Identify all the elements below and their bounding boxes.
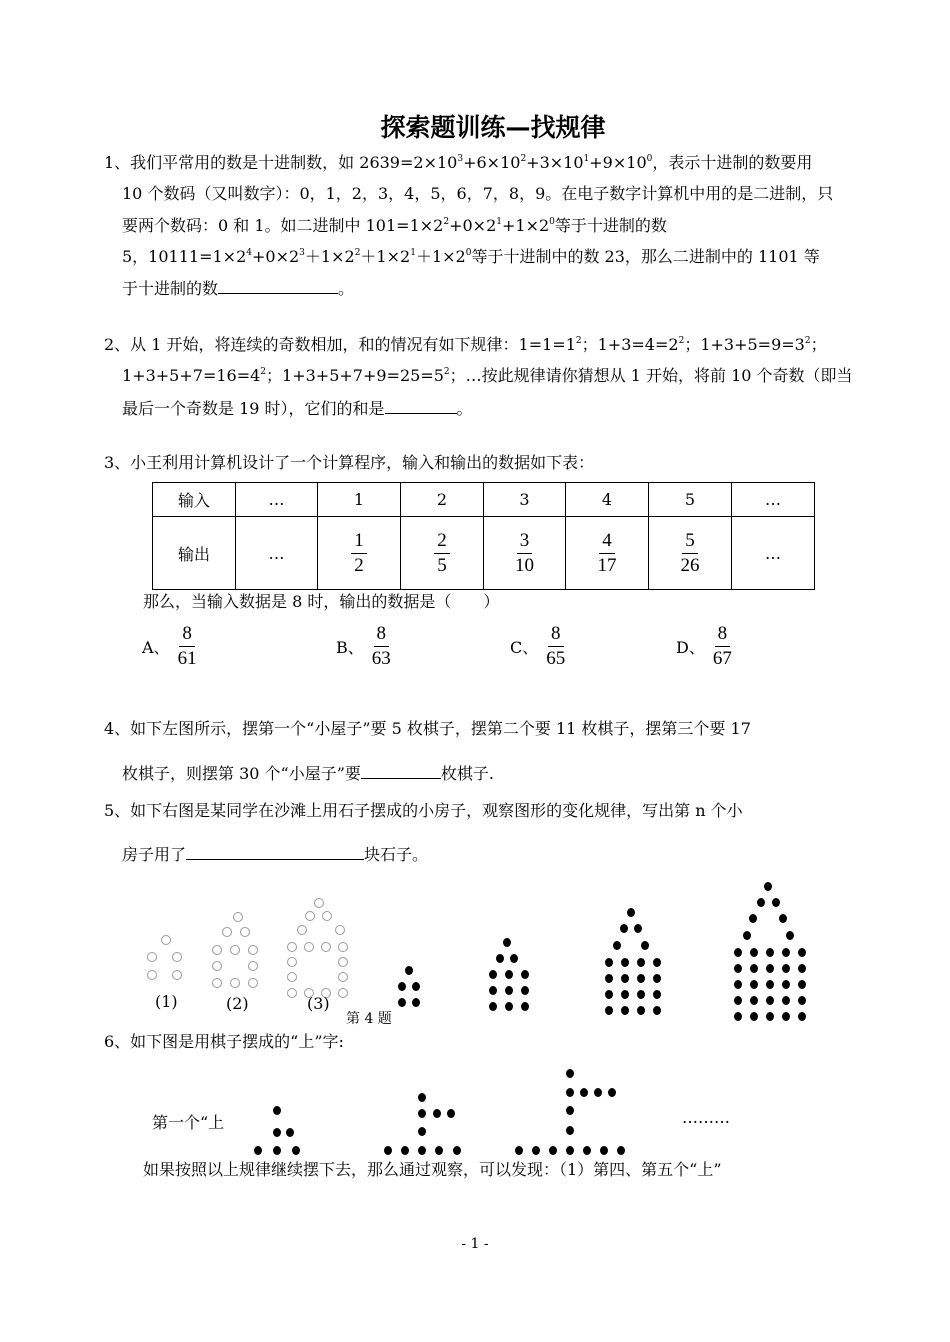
stone-dot [496, 954, 504, 963]
ellipsis: ……… [682, 1108, 730, 1127]
stone-dot [782, 948, 790, 957]
stone-dot [750, 964, 758, 973]
stone-dot [505, 970, 513, 979]
stone-dot [734, 1012, 742, 1021]
stone-dot [798, 964, 806, 973]
stone-ring [287, 972, 297, 982]
stone-dot [433, 1109, 441, 1118]
q2-line1: 2、从 1 开始，将连续的奇数相加，和的情况有如下规律：$1=1=1^2$；$1+3=4=2^2$；$1+3+5=9=3^2$； [104, 335, 827, 354]
stone-dot [418, 1127, 426, 1136]
stone-ring [287, 957, 297, 967]
stone-ring [297, 925, 307, 935]
q3-question: 那么，当输入数据是 8 时，输出的数据是（ ） [143, 592, 500, 611]
stone-dot [273, 1128, 281, 1137]
stone-dot [734, 964, 742, 973]
table-cell [649, 517, 732, 590]
stone-dot [566, 1069, 574, 1078]
stone-dot [766, 980, 774, 989]
stone-ring [248, 978, 258, 988]
stone-dot [782, 980, 790, 989]
stone-dot [532, 1146, 540, 1155]
table-row-output [153, 517, 815, 590]
q1-line2: 10 个数码（又叫数字）：0，1，2，3，4，5，6，7，8，9。在电子数字计算机中用的是二进制，只 [122, 184, 834, 203]
stone-dot [384, 1146, 392, 1155]
stone-dot [292, 1146, 300, 1155]
stone-dot [286, 1128, 294, 1137]
stone-ring [230, 978, 240, 988]
q6-line2: 如果按照以上规律继续摆下去，那么通过观察，可以发现：（1）第四、第五个“上” [143, 1160, 722, 1179]
stone-dot [766, 996, 774, 1005]
stone-dot [743, 931, 751, 940]
table-cell: 5 [649, 483, 732, 517]
stone-ring [304, 942, 314, 952]
input-label: 输入 [153, 483, 236, 517]
stone-dot [254, 1146, 262, 1155]
stone-dot [621, 958, 629, 967]
stone-ring [172, 952, 182, 962]
stone-dot [605, 990, 613, 999]
stone-dot [750, 980, 758, 989]
stone-dot [273, 1146, 281, 1155]
figure-caption: 第 4 题 [346, 1011, 392, 1027]
fraction: $\frac{2}{5}$ [434, 529, 450, 578]
stone-ring [338, 972, 348, 982]
stone-dot [782, 964, 790, 973]
fraction: $\frac{5}{26}$ [680, 529, 700, 576]
table-cell [401, 517, 484, 590]
stone-ring [212, 945, 222, 955]
table-cell: 4 [566, 483, 649, 517]
q4-line1: 4、如下左图所示，摆第一个“小屋子”要 5 枚棋子，摆第二个要 11 枚棋子，摆第三个要 17 [104, 719, 751, 738]
stone-dot [605, 974, 613, 983]
stone-dot [772, 898, 780, 907]
stone-dot [634, 924, 642, 933]
stone-dot [398, 998, 406, 1007]
q1-line4: 5，$10111=1\times 2^4+0\times 2^3+1\times 2^2+1\times 2^1+1\times 2^0$等于十进制中的数 23，那么二进制中的 1101 等 [122, 247, 820, 266]
stone-dot [418, 1109, 426, 1118]
figure-label-2: (2) [226, 994, 249, 1013]
stone-dot [782, 996, 790, 1005]
stone-dot [510, 954, 518, 963]
answer-blank[interactable] [385, 397, 457, 414]
option-b[interactable]: B、 $\frac{8}{63}$ [336, 623, 391, 669]
stone-dot [653, 958, 661, 967]
stone-dot [766, 948, 774, 957]
stone-dot [779, 914, 787, 923]
table-cell [566, 517, 649, 590]
q5-line1: 5、如下右图是某同学在沙滩上用石子摆成的小房子，观察图形的变化规律，写出第 n 个小 [104, 801, 743, 820]
table-cell: 3 [484, 483, 566, 517]
stone-dot [505, 986, 513, 995]
stone-ring [212, 961, 222, 971]
q1-line3: 要两个数码：0 和 1。如二进制中 $101=1\times 2^2+0\times 2^1+1\times 2^0$等于十进制的数 [122, 216, 667, 235]
stone-ring [248, 961, 258, 971]
stone-dot [605, 958, 613, 967]
table-cell: 2 [401, 483, 484, 517]
stone-dot [782, 1012, 790, 1021]
stone-dot [621, 990, 629, 999]
option-d[interactable]: D、 $\frac{8}{67}$ [676, 623, 732, 669]
stone-dot [750, 996, 758, 1005]
stone-dot [505, 1002, 513, 1011]
option-c[interactable]: C、 $\frac{8}{65}$ [510, 623, 566, 669]
stone-dot [766, 964, 774, 973]
stone-ring [338, 988, 348, 998]
answer-blank[interactable] [186, 843, 364, 860]
stone-dot [405, 966, 413, 975]
stone-ring [314, 898, 324, 908]
stone-dot [617, 1146, 625, 1155]
stone-dot [637, 1006, 645, 1015]
io-table [152, 482, 815, 590]
stone-dot [489, 970, 497, 979]
output-label: 输出 [153, 517, 236, 590]
stone-dot [750, 948, 758, 957]
stone-ring [287, 988, 297, 998]
answer-blank[interactable] [361, 762, 441, 779]
stone-dot [566, 1126, 574, 1135]
stone-ring [172, 970, 182, 980]
stone-dot [750, 1012, 758, 1021]
stone-dot [600, 1146, 608, 1155]
stone-dot [489, 1002, 497, 1011]
stone-dot [489, 986, 497, 995]
stone-dot [749, 914, 757, 923]
stone-dot [453, 1146, 461, 1155]
stone-dot [621, 974, 629, 983]
first-shang-label: 第一个“上 [152, 1113, 225, 1132]
table-row-input [153, 483, 815, 517]
fraction: $\frac{3}{10}$ [515, 529, 534, 576]
table-cell: 1 [318, 483, 401, 517]
stone-dot [613, 941, 621, 950]
fraction: $\frac{4}{17}$ [597, 529, 617, 576]
stone-dot [798, 996, 806, 1005]
stone-dot [637, 974, 645, 983]
stone-ring [305, 911, 315, 921]
stone-dot [418, 1093, 426, 1102]
stone-dot [653, 1006, 661, 1015]
stone-ring [161, 935, 171, 945]
stone-dot [757, 898, 765, 907]
stone-dot [734, 996, 742, 1005]
stone-ring [233, 912, 243, 922]
stone-dot [583, 1146, 591, 1155]
figure-label-1: (1) [155, 992, 178, 1011]
stone-ring [335, 925, 345, 935]
stone-dot [798, 980, 806, 989]
table-cell: … [732, 483, 815, 517]
stone-dot [412, 998, 420, 1007]
stone-dot [641, 941, 649, 950]
stone-dot [435, 1146, 443, 1155]
stone-dot [786, 931, 794, 940]
stone-dot [521, 970, 529, 979]
stone-ring [222, 927, 232, 937]
stone-dot [734, 948, 742, 957]
stone-ring [322, 911, 332, 921]
stone-dot [594, 1088, 602, 1097]
stone-ring [287, 942, 297, 952]
answer-blank[interactable] [218, 277, 338, 294]
stone-dot [566, 1106, 574, 1115]
table-cell [484, 517, 566, 590]
option-a[interactable]: A、 $\frac{8}{61}$ [142, 623, 197, 669]
stone-dot [503, 938, 511, 947]
stone-dot [418, 1146, 426, 1155]
stone-dot [766, 1012, 774, 1021]
stone-dot [608, 1088, 616, 1097]
table-cell [318, 517, 401, 590]
stone-dot [401, 1146, 409, 1155]
stone-dot [764, 882, 772, 891]
stone-dot [521, 986, 529, 995]
stone-dot [637, 990, 645, 999]
stone-dot [398, 982, 406, 991]
q3-intro: 3、小王利用计算机设计了一个计算程序，输入和输出的数据如下表： [104, 453, 595, 472]
stone-dot [515, 1146, 523, 1155]
stone-ring [338, 957, 348, 967]
q5-line2: 房子用了 块石子。 [122, 845, 429, 864]
q2-line3: 最后一个奇数是 19 时），它们的和是 。 [122, 399, 473, 418]
stone-dot [521, 1002, 529, 1011]
stone-dot [549, 1146, 557, 1155]
stone-dot [653, 990, 661, 999]
q2-line2: $1+3+5+7=16=4^2$；$1+3+5+7+9=25=5^2$；…按此规律请你猜想从 1 开始，将前 10 个奇数（即当 [122, 366, 853, 385]
stone-ring [212, 978, 222, 988]
stone-dot [637, 958, 645, 967]
stone-dot [412, 982, 420, 991]
stone-ring [230, 945, 240, 955]
stone-dot [566, 1146, 574, 1155]
table-cell: … [732, 517, 815, 590]
stone-dot [627, 908, 635, 917]
q1-line5: 于十进制的数 。 [122, 279, 355, 298]
table-cell: … [236, 517, 318, 590]
stone-ring [338, 942, 348, 952]
q6-intro: 6、如下图是用棋子摆成的“上”字: [104, 1032, 344, 1051]
stone-ring [321, 942, 331, 952]
figure-label-3: (3) [307, 994, 330, 1013]
stone-dot [273, 1106, 281, 1115]
stone-dot [621, 1006, 629, 1015]
q4-line2: 枚棋子，则摆第 30 个“小屋子”要 枚棋子. [122, 764, 494, 783]
page-title: 探索题训练—找规律 [380, 113, 606, 142]
table-cell: … [236, 483, 318, 517]
fraction: $\frac{1}{2}$ [351, 529, 367, 578]
stone-ring [240, 927, 250, 937]
page-number: - 1 - [461, 1236, 489, 1252]
stone-dot [580, 1088, 588, 1097]
stone-dot [734, 980, 742, 989]
q1-line1: 1、我们平常用的数是十进制数，如 $2639=2\times 10^3+6\times 10^2+3\times 10^1+9\times 10^0$，表示十进制的数要用 [104, 153, 813, 172]
stone-dot [620, 924, 628, 933]
stone-dot [798, 948, 806, 957]
stone-dot [566, 1088, 574, 1097]
stone-dot [447, 1109, 455, 1118]
stone-ring [248, 945, 258, 955]
stone-dot [653, 974, 661, 983]
stone-ring [147, 970, 157, 980]
stone-ring [147, 952, 157, 962]
stone-dot [605, 1006, 613, 1015]
stone-dot [798, 1012, 806, 1021]
